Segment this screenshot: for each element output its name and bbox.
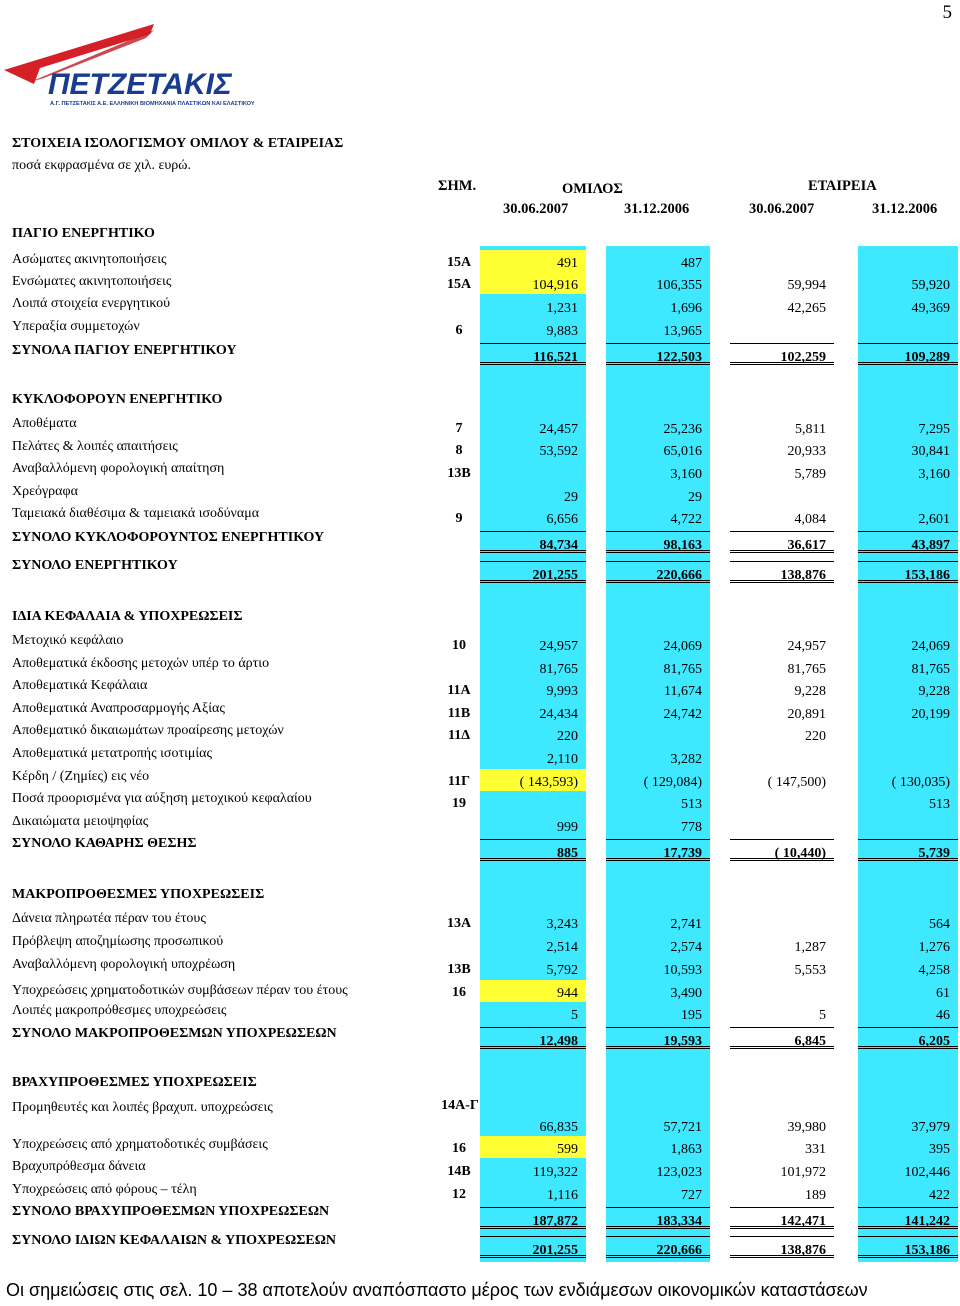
value-cell: 42,265: [787, 301, 826, 316]
value-cell: 24,457: [539, 422, 578, 437]
row-note: 15Α: [446, 277, 472, 292]
page-subtitle: ποσά εκφρασμένα σε χιλ. ευρώ.: [12, 158, 191, 173]
value-cell: 4,258: [918, 963, 950, 978]
row-note: 9: [455, 511, 463, 526]
section-title: ΚΥΚΛΟΦΟΡΟΥΝ ΕΝΕΡΓΗΤΙΚΟ: [12, 392, 223, 407]
row-note: 11Β: [447, 706, 471, 721]
value-cell: [858, 814, 958, 836]
value-cell: 220: [557, 729, 578, 744]
value-cell: [730, 980, 834, 1002]
value-cell: 19,593: [606, 1027, 710, 1049]
value-cell: ( 129,084): [643, 775, 702, 790]
value-cell: 220: [805, 729, 826, 744]
value-cell: 122,503: [606, 343, 710, 365]
row-label: Ποσά προορισμένα για αύξηση μετοχικού κεφαλαίου: [12, 791, 312, 806]
value-cell: 9,228: [794, 684, 826, 699]
section-title: ΒΡΑΧΥΠΡΟΘΕΣΜΕΣ ΥΠΟΧΡΕΩΣΕΙΣ: [12, 1075, 257, 1090]
row-label: ΣΥΝΟΛΟ ΚΑΘΑΡΗΣ ΘΕΣΗΣ: [12, 836, 197, 851]
value-cell: 24,957: [787, 639, 826, 654]
row-label: Ενσώματες ακινητοποιήσεις: [12, 274, 172, 289]
value-cell: 5,739: [858, 839, 958, 861]
value-cell: 3,243: [546, 917, 578, 932]
table-row: [0, 250, 960, 272]
value-cell: 61: [936, 986, 950, 1001]
value-cell: [858, 250, 958, 272]
row-note: 11Γ: [447, 774, 471, 789]
table-row: [0, 416, 960, 438]
row-label: Χρεόγραφα: [12, 484, 78, 499]
value-cell: 9,228: [918, 684, 950, 699]
row-label: ΣΥΝΟΛΟ ΒΡΑΧΥΠΡΟΘΕΣΜΩΝ ΥΠΟΧΡΕΩΣΕΩΝ: [12, 1204, 330, 1219]
value-cell: 220,666: [606, 561, 710, 583]
value-cell: 25,236: [663, 422, 702, 437]
row-label: Ταμειακά διαθέσιμα & ταμειακά ισοδύναμα: [12, 506, 260, 521]
section-title: ΙΔΙΑ ΚΕΦΑΛΑΙΑ & ΥΠΟΧΡΕΩΣΕΙΣ: [12, 609, 243, 624]
row-label: Αποθεματικό δικαιωμάτων προαίρεσης μετοχών: [12, 723, 284, 738]
value-cell: 6,656: [546, 512, 578, 527]
row-label: ΣΥΝΟΛΑ ΠΑΓΙΟΥ ΕΝΕΡΓΗΤΙΚΟΥ: [12, 343, 237, 358]
value-cell: 81,765: [663, 662, 702, 677]
value-cell: 11,674: [664, 684, 702, 699]
value-cell: 24,069: [663, 639, 702, 654]
row-note: 16: [452, 985, 466, 1000]
value-cell: [858, 484, 958, 506]
value-cell: 999: [557, 820, 578, 835]
row-note: 8: [455, 443, 463, 458]
value-cell: 24,434: [539, 707, 578, 722]
row-note: 19: [452, 796, 466, 811]
row-note: 6: [455, 323, 463, 338]
value-cell: 98,163: [606, 531, 710, 553]
value-cell: 102,259: [730, 343, 834, 365]
value-cell: [730, 318, 834, 340]
company-logo: [4, 22, 274, 108]
table-row: [0, 934, 960, 956]
value-cell: 59,920: [911, 278, 950, 293]
header-date-1: 30.06.2007: [503, 201, 569, 217]
value-cell: 9,883: [546, 324, 578, 339]
value-cell: 564: [929, 917, 950, 932]
value-cell: 422: [929, 1188, 950, 1203]
row-label: Ασώματες ακινητοποιήσεις: [12, 252, 167, 267]
value-cell: 201,255: [480, 1236, 586, 1258]
value-cell: 6,205: [858, 1027, 958, 1049]
table-row: [0, 746, 960, 768]
row-note: 15Α: [446, 255, 472, 270]
table-row: [0, 438, 960, 460]
table-row: [0, 769, 960, 791]
row-label: Μετοχικό κεφάλαιο: [12, 633, 124, 648]
value-cell: ( 130,035): [891, 775, 950, 790]
footer-note: Οι σημειώσεις στις σελ. 10 – 38 αποτελούν αναπόσπαστο μέρος των ενδιάμεσων οικονομικών καταστάσεων: [6, 1280, 868, 1300]
row-note: 12: [452, 1187, 466, 1202]
value-cell: 1,116: [547, 1188, 578, 1203]
value-cell: ( 10,440): [730, 839, 834, 861]
table-row: [0, 633, 960, 655]
section-title: ΠΑΓΙΟ ΕΝΕΡΓΗΤΙΚΟ: [12, 226, 155, 241]
value-cell: 46: [936, 1008, 950, 1023]
row-label: Αποθέματα: [12, 416, 77, 431]
value-cell: 1,231: [546, 301, 578, 316]
value-cell: [480, 791, 586, 813]
value-cell: 43,897: [858, 531, 958, 553]
table-row: [0, 656, 960, 678]
row-label: Υποχρεώσεις χρηματοδοτικών συμβάσεων πέραν του έτους: [12, 983, 348, 998]
value-cell: 491: [480, 250, 586, 272]
value-cell: [730, 814, 834, 836]
header-date-2: 31.12.2006: [624, 201, 690, 217]
value-cell: 195: [681, 1008, 702, 1023]
value-cell: 2,574: [670, 940, 702, 955]
row-label: Αποθεματικά έκδοσης μετοχών υπέρ το άρτιο: [12, 656, 270, 671]
row-label: Βραχυπρόθεσμα δάνεια: [12, 1159, 146, 1174]
value-cell: 37,979: [911, 1120, 950, 1135]
value-cell: 119,322: [533, 1165, 578, 1180]
row-note: 14Α-Γ: [441, 1098, 479, 1113]
value-cell: 778: [681, 820, 702, 835]
value-cell: 1,287: [794, 940, 826, 955]
value-cell: [730, 791, 834, 813]
table-row: [0, 1136, 960, 1158]
row-label: Υπεραξία συμμετοχών: [12, 319, 140, 334]
value-cell: 153,186: [858, 561, 958, 583]
total-row: [0, 558, 960, 583]
value-cell: 599: [480, 1136, 586, 1158]
value-cell: 81,765: [539, 662, 578, 677]
value-cell: 4,084: [794, 512, 826, 527]
value-cell: 6,845: [730, 1027, 834, 1049]
value-cell: 5,792: [546, 963, 578, 978]
value-cell: [858, 746, 958, 768]
total-row: [0, 531, 960, 553]
value-cell: 104,916: [480, 272, 586, 294]
value-cell: 138,876: [730, 1236, 834, 1258]
row-label: ΣΥΝΟΛΟ ΜΑΚΡΟΠΡΟΘΕΣΜΩΝ ΥΠΟΧΡΕΩΣΕΩΝ: [12, 1026, 337, 1041]
row-note: 11Δ: [447, 728, 470, 743]
value-cell: 9,993: [546, 684, 578, 699]
value-cell: 20,891: [787, 707, 826, 722]
row-label: Δάνεια πληρωτέα πέραν του έτους: [12, 911, 206, 926]
value-cell: 65,016: [663, 444, 702, 459]
value-cell: 81,765: [787, 662, 826, 677]
value-cell: [606, 723, 710, 745]
value-cell: 29: [688, 490, 702, 505]
value-cell: 487: [681, 256, 702, 271]
value-cell: 39,980: [787, 1120, 826, 1135]
row-label: Λοιπές μακροπρόθεσμες υποχρεώσεις: [12, 1003, 227, 1018]
value-cell: 29: [564, 490, 578, 505]
table-row: [0, 506, 960, 528]
value-cell: 201,255: [480, 561, 586, 583]
value-cell: 5: [571, 1008, 578, 1023]
value-cell: 53,592: [539, 444, 578, 459]
value-cell: 3,282: [670, 752, 702, 767]
value-cell: 885: [480, 839, 586, 861]
row-note: 7: [455, 421, 463, 436]
value-cell: [730, 250, 834, 272]
value-cell: 1,863: [670, 1142, 702, 1157]
value-cell: 944: [480, 980, 586, 1002]
value-cell: 5,811: [795, 422, 826, 437]
table-row: [0, 814, 960, 836]
table-row: [0, 484, 960, 506]
value-cell: 187,872: [480, 1207, 586, 1229]
value-cell: 59,994: [787, 278, 826, 293]
value-cell: 2,514: [546, 940, 578, 955]
row-label: Αναβαλλόμενη φορολογική απαίτηση: [12, 461, 225, 476]
value-cell: 20,933: [787, 444, 826, 459]
value-cell: 5,553: [794, 963, 826, 978]
table-row: [0, 1159, 960, 1181]
value-cell: 49,369: [911, 301, 950, 316]
table-row: [0, 272, 960, 294]
table-row: [0, 723, 960, 745]
value-cell: 1,276: [918, 940, 950, 955]
value-cell: [858, 318, 958, 340]
row-label: ΣΥΝΟΛΟ ΚΥΚΛΟΦΟΡΟΥΝΤΟΣ ΕΝΕΡΓΗΤΙΚΟΥ: [12, 530, 325, 545]
value-cell: 20,199: [911, 707, 950, 722]
value-cell: 13,965: [663, 324, 702, 339]
header-date-3: 30.06.2007: [749, 201, 815, 217]
row-label: Αναβαλλόμενη φορολογική υποχρέωση: [12, 957, 236, 972]
total-row: [0, 1233, 960, 1258]
row-note: 16: [452, 1141, 466, 1156]
value-cell: 24,957: [539, 639, 578, 654]
row-note: 13Β: [447, 466, 471, 481]
header-company: ΕΤΑΙΡΕΙΑ: [808, 178, 877, 194]
page-number: 5: [942, 2, 952, 23]
value-cell: 123,023: [656, 1165, 702, 1180]
value-cell: 513: [929, 797, 950, 812]
value-cell: 3,160: [670, 467, 702, 482]
value-cell: 102,446: [904, 1165, 950, 1180]
value-cell: 142,471: [730, 1207, 834, 1229]
row-label: Υποχρεώσεις από φόρους – τέλη: [12, 1182, 197, 1197]
value-cell: 727: [681, 1188, 702, 1203]
logo-tagline: Α.Γ. ΠΕΤΖΕΤΑΚΙΣ Α.Ε. ΕΛΛΗΝΙΚΗ ΒΙΟΜΗΧΑΝΙΑ ΠΛΑΣΤΙΚΩΝ ΚΑΙ ΕΛΑΣΤΙΚΟΥ: [50, 101, 255, 107]
value-cell: 17,739: [606, 839, 710, 861]
row-label: Κέρδη / (Ζημίες) εις νέο: [12, 769, 150, 784]
value-cell: 3,160: [918, 467, 950, 482]
row-note: 10: [452, 638, 466, 653]
value-cell: 5: [819, 1008, 826, 1023]
row-note: 13Α: [446, 916, 472, 931]
value-cell: ( 147,500): [767, 775, 826, 790]
row-label: Δικαιώματα μειοψηφίας: [12, 814, 149, 829]
row-note: 14Β: [447, 1164, 471, 1179]
value-cell: 1,696: [670, 301, 702, 316]
table-row: [0, 791, 960, 813]
value-cell: 116,521: [480, 343, 586, 365]
value-cell: 109,289: [858, 343, 958, 365]
row-label: ΣΥΝΟΛΟ ΙΔΙΩΝ ΚΕΦΑΛΑΙΩΝ & ΥΠΟΧΡΕΩΣΕΩΝ: [12, 1233, 337, 1248]
value-cell: 57,721: [663, 1120, 702, 1135]
value-cell: 395: [929, 1142, 950, 1157]
table-row: [0, 1002, 960, 1024]
value-cell: 66,835: [539, 1120, 578, 1135]
value-cell: 331: [805, 1142, 826, 1157]
table-row: [0, 911, 960, 933]
table-row: [0, 318, 960, 340]
table-row: [0, 678, 960, 700]
value-cell: 7,295: [918, 422, 950, 437]
row-label: Λοιπά στοιχεία ενεργητικού: [12, 296, 171, 311]
header-group: ΟΜΙΛΟΣ: [562, 181, 623, 197]
value-cell: 24,069: [911, 639, 950, 654]
total-row: [0, 836, 960, 861]
value-cell: 4,722: [670, 512, 702, 527]
total-row: [0, 343, 960, 365]
row-label: Πρόβλεψη αποζημίωσης προσωπικού: [12, 934, 224, 949]
row-label: Αποθεματικά Αναπροσαρμογής Αξίας: [12, 701, 225, 716]
header-note-col: ΣΗΜ.: [438, 178, 477, 194]
row-label: Υποχρεώσεις από χρηματοδοτικές συμβάσεις: [12, 1137, 268, 1152]
value-cell: [858, 723, 958, 745]
value-cell: 3,490: [670, 986, 702, 1001]
value-cell: 5,789: [794, 467, 826, 482]
value-cell: 2,741: [670, 917, 702, 932]
page-title: ΣΤΟΙΧΕΙΑ ΙΣΟΛΟΓΙΣΜΟΥ ΟΜΙΛΟΥ & ΕΤΑΙΡΕΙΑΣ: [12, 136, 344, 151]
value-cell: 2,601: [918, 512, 950, 527]
section-title: ΜΑΚΡΟΠΡΟΘΕΣΜΕΣ ΥΠΟΧΡΕΩΣΕΙΣ: [12, 887, 265, 902]
value-cell: 36,617: [730, 531, 834, 553]
value-cell: 220,666: [606, 1236, 710, 1258]
row-label: ΣΥΝΟΛΟ ΕΝΕΡΓΗΤΙΚΟΥ: [12, 558, 178, 573]
header-date-4: 31.12.2006: [872, 201, 938, 217]
total-row: [0, 1204, 960, 1229]
table-row: [0, 701, 960, 723]
value-cell: 106,355: [656, 278, 702, 293]
logo-name: ΠΕΤΖΕΤΑΚΙΣ: [48, 68, 232, 101]
value-cell: 24,742: [663, 707, 702, 722]
value-cell: 84,734: [480, 531, 586, 553]
value-cell: 153,186: [858, 1236, 958, 1258]
table-row: [0, 461, 960, 483]
row-note: 13Β: [447, 962, 471, 977]
value-cell: [480, 461, 586, 483]
value-cell: 141,242: [858, 1207, 958, 1229]
row-label: Αποθεματικά μετατροπής ισοτιμίας: [12, 746, 213, 761]
value-cell: 189: [805, 1188, 826, 1203]
value-cell: 81,765: [911, 662, 950, 677]
value-cell: ( 143,593): [480, 769, 586, 791]
table-row: [0, 980, 960, 1002]
value-cell: [730, 484, 834, 506]
value-cell: [730, 746, 834, 768]
value-cell: 101,972: [780, 1165, 826, 1180]
row-note: 11Α: [447, 683, 471, 698]
row-label: Προμηθευτές και λοιπές βραχυπ. υποχρεώσεις: [12, 1100, 273, 1115]
value-cell: [730, 911, 834, 933]
table-row: [0, 957, 960, 979]
value-cell: 513: [681, 797, 702, 812]
value-cell: 30,841: [911, 444, 950, 459]
total-row: [0, 1027, 960, 1049]
row-label: Πελάτες & λοιπές απαιτήσεις: [12, 439, 178, 454]
value-cell: 10,593: [663, 963, 702, 978]
row-label: Αποθεματικά Κεφάλαια: [12, 678, 148, 693]
value-cell: 2,110: [547, 752, 578, 767]
value-cell: 183,334: [606, 1207, 710, 1229]
value-cell: 12,498: [480, 1027, 586, 1049]
table-row: [0, 1098, 960, 1136]
table-row: [0, 1182, 960, 1204]
table-row: [0, 295, 960, 317]
value-cell: 138,876: [730, 561, 834, 583]
